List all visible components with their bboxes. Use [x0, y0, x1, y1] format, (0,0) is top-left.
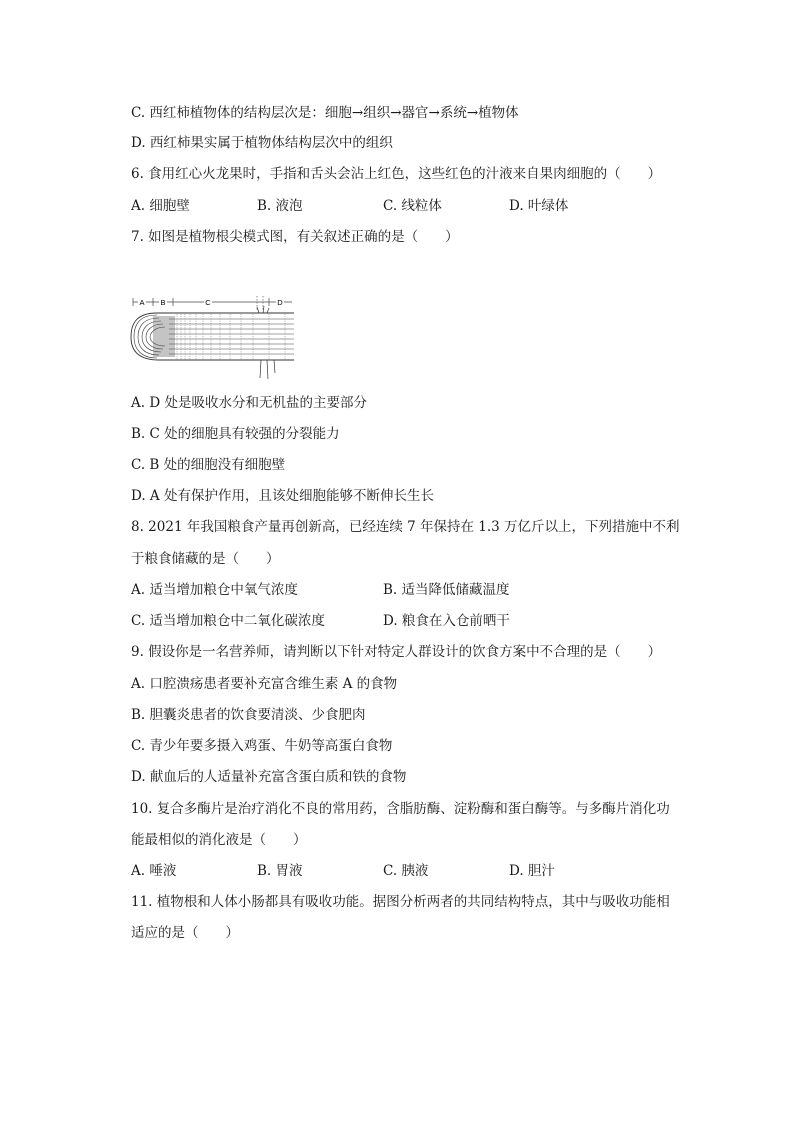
- question-10-line1: 10. 复合多酶片是治疗消化不良的常用药，含脂肪酶、淀粉酶和蛋白酶等。与多酶片消化功: [131, 801, 670, 817]
- q6-option-c: C. 线粒体: [383, 198, 442, 214]
- q9-option-b: B. 胆囊炎患者的饮食要清淡、少食肥肉: [131, 707, 366, 723]
- question-6: 6. 食用红心火龙果时，手指和舌头会沾上红色，这些红色的汁液来自果肉细胞的（ ）: [131, 166, 662, 182]
- q8-option-b: B. 适当降低储藏温度: [383, 582, 510, 598]
- option-d-line: D. 西红柿果实属于植物体结构层次中的组织: [131, 135, 393, 151]
- q10-option-a: A. 唾液: [131, 863, 177, 879]
- q7-option-c: C. B 处的细胞没有细胞壁: [131, 457, 286, 473]
- q9-option-c: C. 青少年要多摄入鸡蛋、牛奶等高蛋白食物: [131, 738, 393, 754]
- q7-option-a: A. D 处是吸收水分和无机盐的主要部分: [131, 395, 367, 411]
- root-tip-diagram: [129, 293, 295, 379]
- question-8-line2: 于粮食储藏的是（ ）: [131, 551, 280, 567]
- question-8-line1: 8. 2021 年我国粮食产量再创新高，已经连续 7 年保持在 1.3 万亿斤以上，下列措施中不利: [131, 519, 680, 535]
- q9-option-a: A. 口腔溃疡患者要补充富含维生素 A 的食物: [131, 676, 398, 692]
- q6-option-a: A. 细胞壁: [131, 198, 190, 214]
- q8-option-a: A. 适当增加粮仓中氧气浓度: [131, 582, 298, 598]
- label-c: C: [205, 298, 211, 307]
- q10-option-b: B. 胃液: [257, 863, 303, 879]
- label-b: B: [160, 298, 166, 307]
- q7-option-d: D. A 处有保护作用，且该处细胞能够不断伸长生长: [131, 488, 434, 504]
- q8-option-c: C. 适当增加粮仓中二氧化碳浓度: [131, 613, 325, 629]
- question-11-line1: 11. 植物根和人体小肠都具有吸收功能。据图分析两者的共同结构特点，其中与吸收功能相: [131, 894, 670, 910]
- q7-option-b: B. C 处的细胞具有较强的分裂能力: [131, 426, 340, 442]
- question-11-line2: 适应的是（ ）: [131, 925, 239, 941]
- question-7: 7. 如图是植物根尖模式图，有关叙述正确的是（ ）: [131, 229, 459, 245]
- option-c-line: C. 西红柿植物体的结构层次是：细胞→组织→器官→系统→植物体: [131, 105, 519, 121]
- q6-option-d: D. 叶绿体: [509, 198, 569, 214]
- question-9: 9. 假设你是一名营养师，请判断以下针对特定人群设计的饮食方案中不合理的是（ ）: [131, 644, 662, 660]
- question-10-line2: 能最相似的消化液是（ ）: [131, 832, 307, 848]
- label-d: D: [277, 298, 283, 307]
- label-a: A: [139, 298, 145, 307]
- q8-option-d: D. 粮食在入仓前晒干: [383, 613, 510, 629]
- q10-option-d: D. 胆汁: [509, 863, 555, 879]
- q9-option-d: D. 献血后的人适量补充富含蛋白质和铁的食物: [131, 769, 407, 785]
- q6-option-b: B. 液泡: [257, 198, 303, 214]
- q10-option-c: C. 胰液: [383, 863, 429, 879]
